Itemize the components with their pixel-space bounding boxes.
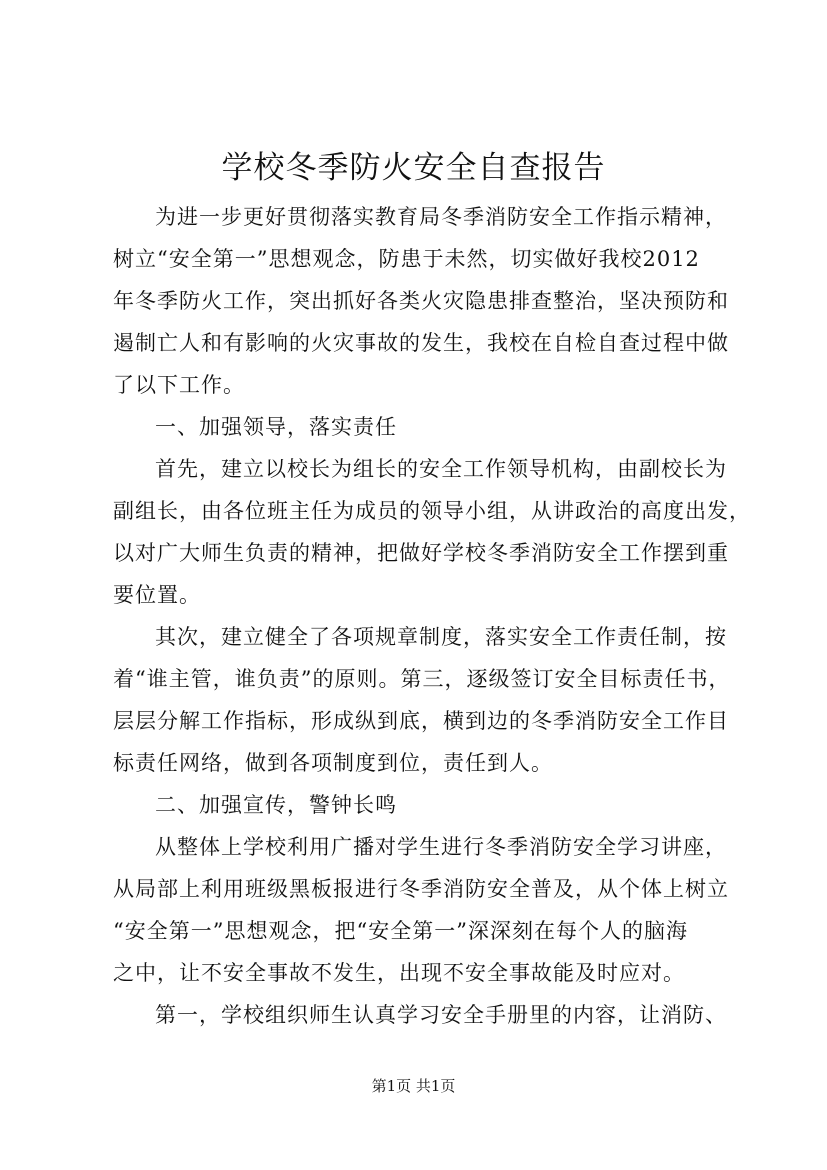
text-line: 标责任网络，做到各项制度到位，责任到人。 [113, 751, 553, 775]
document-title: 学校冬季防火安全自查报告 [221, 150, 606, 186]
text-line: 从局部上利用班级黑板报进行冬季消防安全普及，从个体上树立 [113, 877, 729, 901]
text-line: 副组长，由各位班主任为成员的领导小组，从讲政治的高度出发， [113, 499, 751, 523]
text-line: 年冬季防火工作，突出抓好各类火灾隐患排查整治，坚决预防和 [113, 289, 729, 313]
text-line: 遏制亡人和有影响的火灾事故的发生，我校在自检自查过程中做 [113, 331, 729, 355]
text-line: 为进一步更好贯彻落实教育局冬季消防安全工作指示精神， [155, 205, 727, 229]
section-heading: 一、加强领导，落实责任 [155, 415, 397, 439]
text-line: 了以下工作。 [113, 373, 245, 397]
text-line: 首先，建立以校长为组长的安全工作领导机构，由副校长为 [155, 457, 727, 481]
section-heading: 二、加强宣传，警钟长鸣 [155, 793, 397, 817]
text-line: 以对广大师生负责的精神，把做好学校冬季消防安全工作摆到重 [113, 541, 729, 565]
text-line: 从整体上学校利用广播对学生进行冬季消防安全学习讲座， [155, 835, 727, 859]
page-footer: 第1页 共1页 [371, 1077, 456, 1095]
document-body [113, 196, 751, 1036]
text-line: 层层分解工作指标，形成纵到底，横到边的冬季消防安全工作目 [113, 709, 729, 733]
text-line: 其次，建立健全了各项规章制度，落实安全工作责任制，按 [155, 625, 727, 649]
text-line: 之中，让不安全事故不发生，出现不安全事故能及时应对。 [113, 961, 685, 985]
text-line: 要位置。 [113, 583, 201, 607]
text-line: “安全第一”思想观念，把“安全第一”深深刻在每个人的脑海 [113, 919, 688, 943]
text-line: 着“谁主管，谁负责”的原则。第三，逐级签订安全目标责任书， [113, 667, 731, 691]
text-line: 第一，学校组织师生认真学习安全手册里的内容，让消防、 [155, 1003, 727, 1027]
text-line: 树立“安全第一”思想观念，防患于未然，切实做好我校2012 [113, 247, 700, 271]
